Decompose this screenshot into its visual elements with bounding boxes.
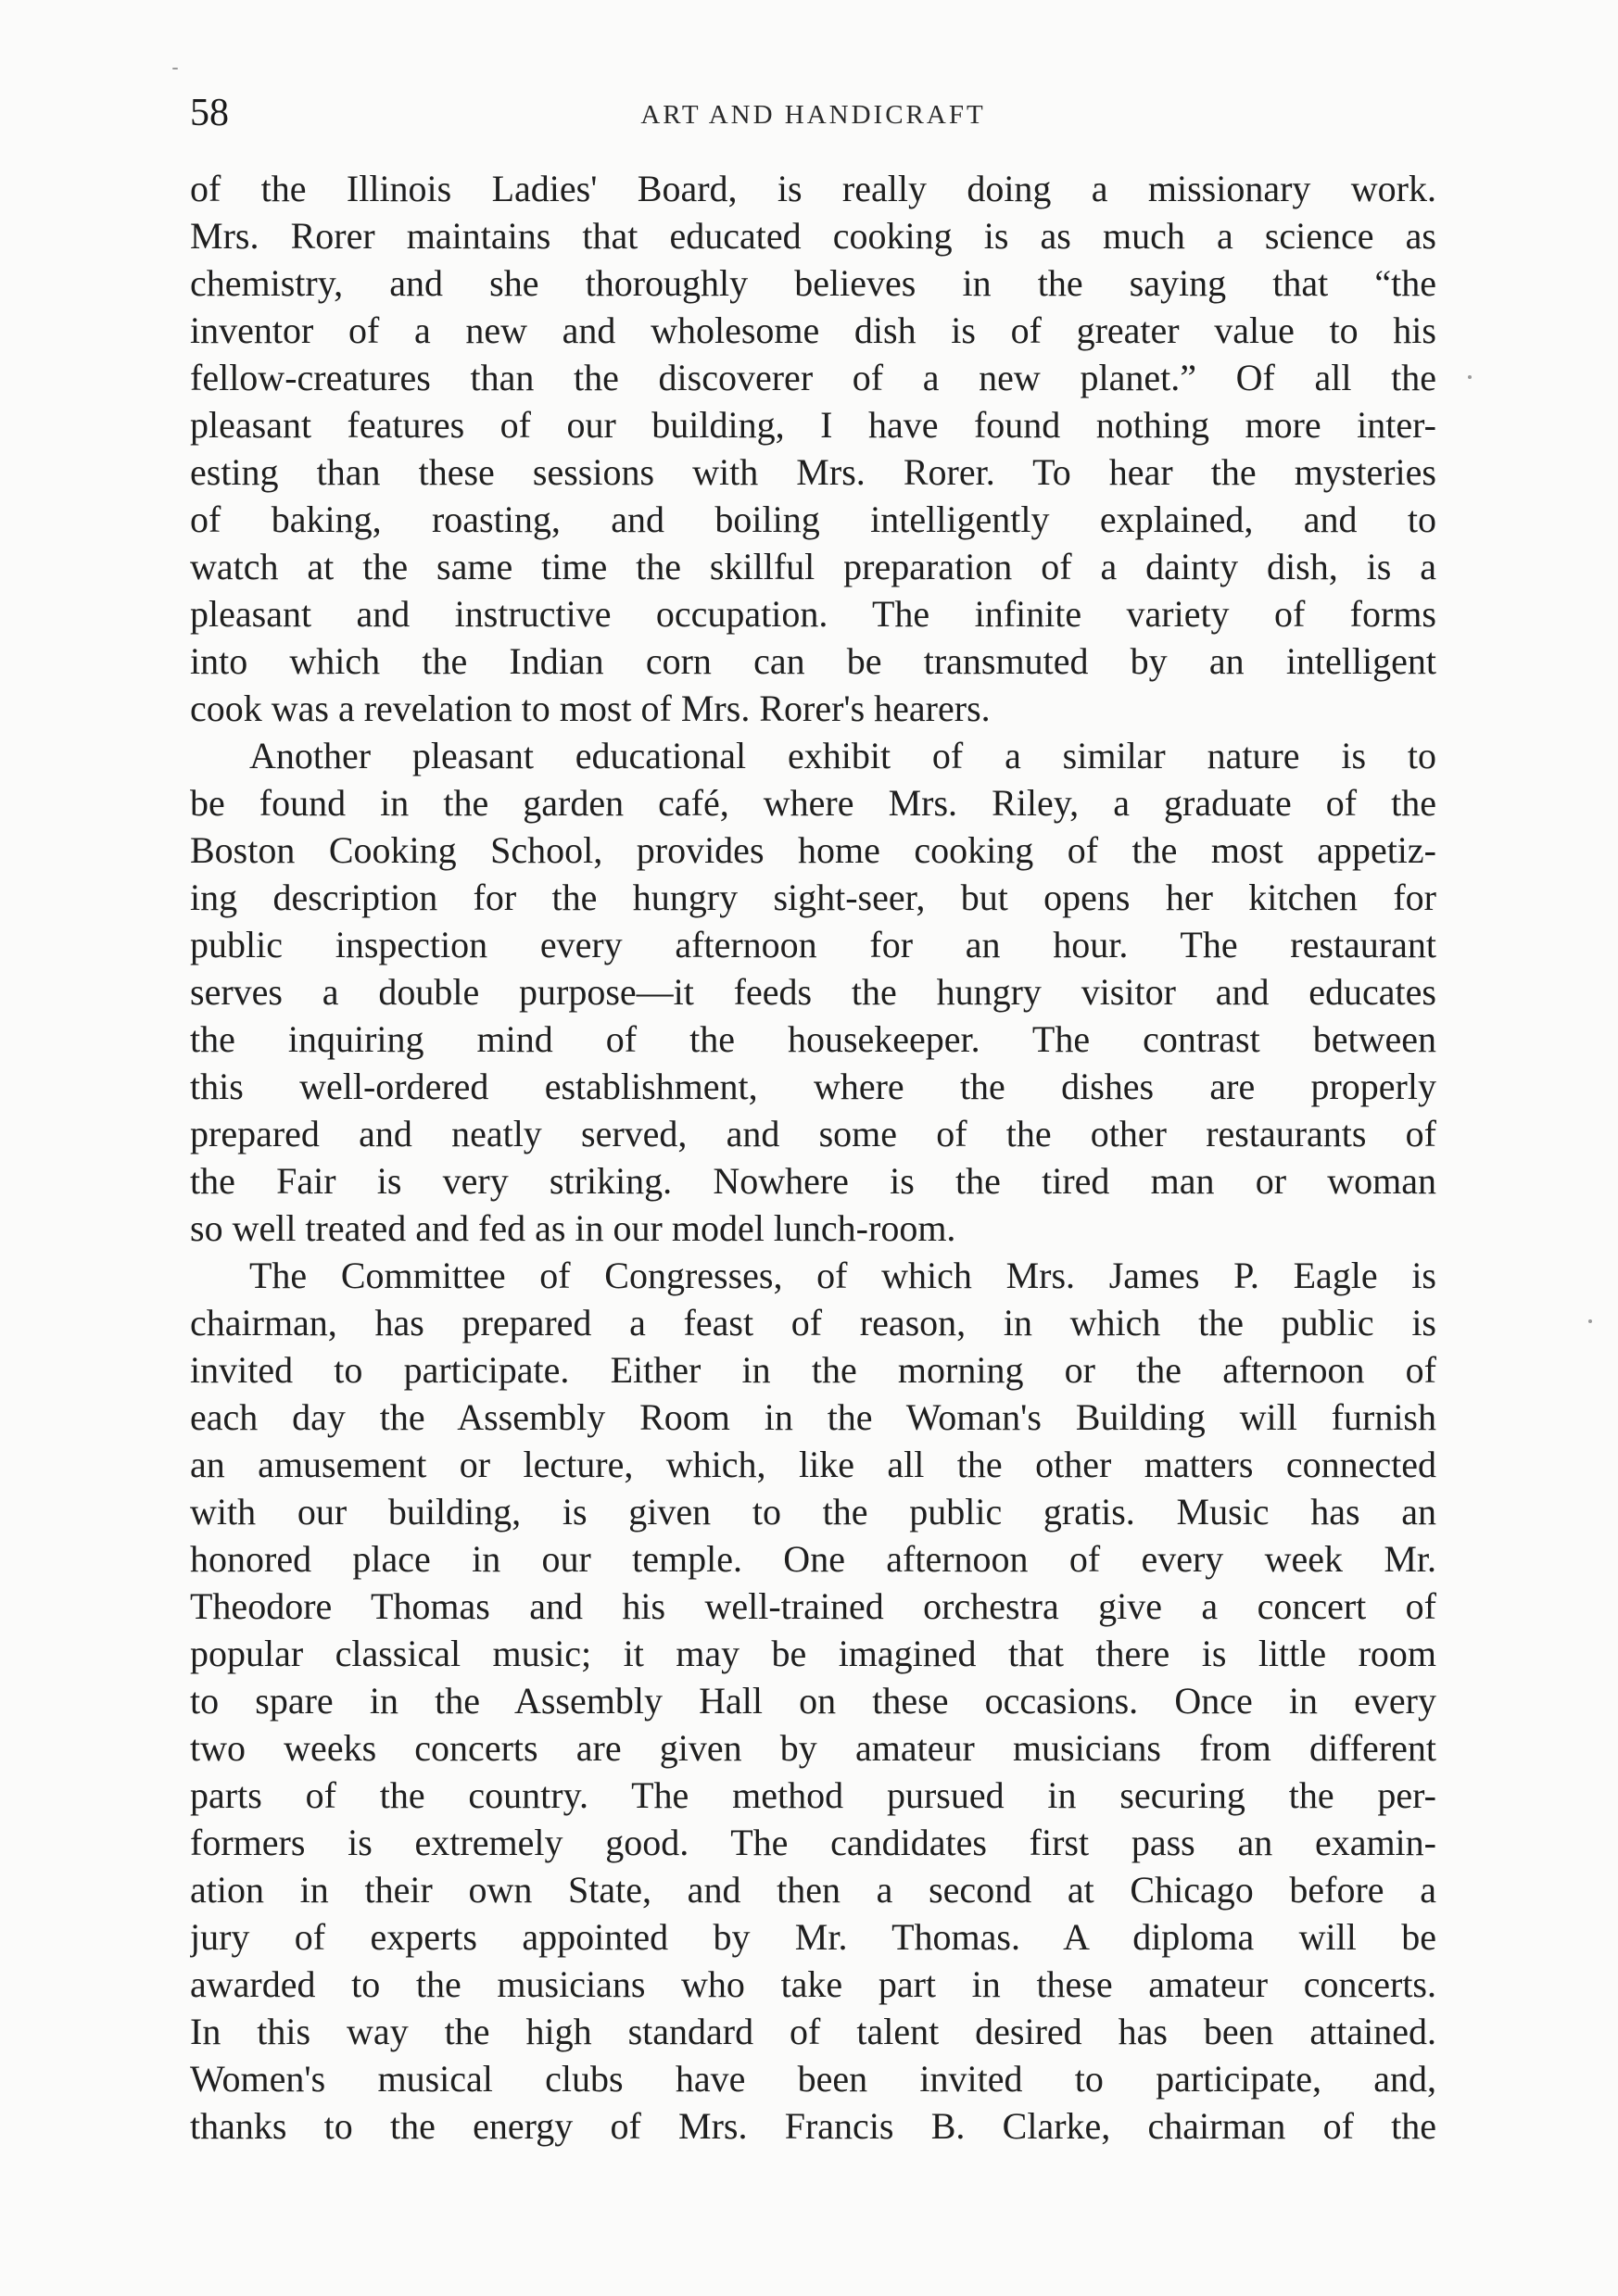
paper-speck — [1468, 375, 1472, 379]
text-line: pleasant features of our building, I have found nothing more inter- — [190, 404, 1436, 446]
text-line: The Committee of Congresses, of which Mrs. James P. Eagle is — [249, 1255, 1436, 1296]
text-line: inventor of a new and wholesome dish is of greater value to his — [190, 309, 1436, 351]
text-line: fellow-creatures than the discoverer of a new planet.” Of all the — [190, 357, 1436, 398]
text-line: chemistry, and she thoroughly believes in the saying that “the — [190, 262, 1436, 304]
text-line: each day the Assembly Room in the Woman's Building will furnish — [190, 1396, 1436, 1438]
text-line: cook was a revelation to most of Mrs. Rorer's hearers. — [190, 688, 991, 729]
text-line: with our building, is given to the public gratis. Music has an — [190, 1491, 1436, 1533]
text-line: of the Illinois Ladies' Board, is really doing a missionary work. — [190, 168, 1436, 209]
text-line: watch at the same time the skillful preparation of a dainty dish, is a — [190, 546, 1436, 587]
paper-speck — [172, 68, 178, 69]
text-line: prepared and neatly served, and some of the other restaurants of — [190, 1113, 1436, 1154]
text-line: to spare in the Assembly Hall on these occasions. Once in every — [190, 1680, 1436, 1722]
text-line: parts of the country. The method pursued in securing the per- — [190, 1774, 1436, 1816]
text-line: Another pleasant educational exhibit of a similar nature is to — [249, 735, 1436, 776]
text-line: of baking, roasting, and boiling intelligently explained, and to — [190, 498, 1436, 540]
text-line: Boston Cooking School, provides home cooking of the most appetiz- — [190, 829, 1436, 871]
text-line: Women's musical clubs have been invited to participate, and, — [190, 2058, 1436, 2100]
body-text — [190, 165, 1436, 2150]
text-line: formers is extremely good. The candidates first pass an examin- — [190, 1822, 1436, 1863]
paragraph — [190, 1252, 1436, 2150]
text-line: two weeks concerts are given by amateur musicians from different — [190, 1727, 1436, 1769]
text-line: public inspection every afternoon for an hour. The restaurant — [190, 924, 1436, 965]
text-line: Theodore Thomas and his well-trained orchestra give a concert of — [190, 1585, 1436, 1627]
text-line: jury of experts appointed by Mr. Thomas. A diploma will be — [190, 1916, 1436, 1958]
running-title: ART AND HANDICRAFT — [640, 100, 986, 130]
text-line: so well treated and fed as in our model lunch-room. — [190, 1207, 956, 1249]
text-line: Mrs. Rorer maintains that educated cooking is as much a science as — [190, 215, 1436, 257]
text-line: pleasant and instructive occupation. The infinite variety of forms — [190, 593, 1436, 635]
text-line: invited to participate. Either in the morning or the afternoon of — [190, 1349, 1436, 1391]
text-line: honored place in our temple. One afternoon of every week Mr. — [190, 1538, 1436, 1580]
text-line: popular classical music; it may be imagined that there is little room — [190, 1633, 1436, 1674]
text-line: the Fair is very striking. Nowhere is the tired man or woman — [190, 1160, 1436, 1202]
running-head — [190, 85, 1436, 141]
text-line: chairman, has prepared a feast of reason, in which the public is — [190, 1302, 1436, 1344]
paragraph — [190, 732, 1436, 1252]
text-line: ing description for the hungry sight-seer, but opens her kitchen for — [190, 877, 1436, 918]
text-line: an amusement or lecture, which, like all the other matters connected — [190, 1444, 1436, 1485]
text-line: serves a double purpose—it feeds the hungry visitor and educates — [190, 971, 1436, 1013]
page-number: 58 — [190, 92, 229, 134]
text-line: this well-ordered establishment, where the dishes are properly — [190, 1066, 1436, 1107]
paper-speck — [1588, 1319, 1592, 1323]
text-line: thanks to the energy of Mrs. Francis B. Clarke, chairman of the — [190, 2105, 1436, 2147]
text-line: In this way the high standard of talent desired has been attained. — [190, 2011, 1436, 2052]
text-line: esting than these sessions with Mrs. Rorer. To hear the mysteries — [190, 451, 1436, 493]
text-line: awarded to the musicians who take part in these amateur concerts. — [190, 1963, 1436, 2005]
text-line: the inquiring mind of the housekeeper. The contrast between — [190, 1018, 1436, 1060]
text-line: ation in their own State, and then a second at Chicago before a — [190, 1869, 1436, 1911]
text-line: be found in the garden café, where Mrs. Riley, a graduate of the — [190, 782, 1436, 824]
paragraph — [190, 165, 1436, 732]
text-line: into which the Indian corn can be transmuted by an intelligent — [190, 640, 1436, 682]
